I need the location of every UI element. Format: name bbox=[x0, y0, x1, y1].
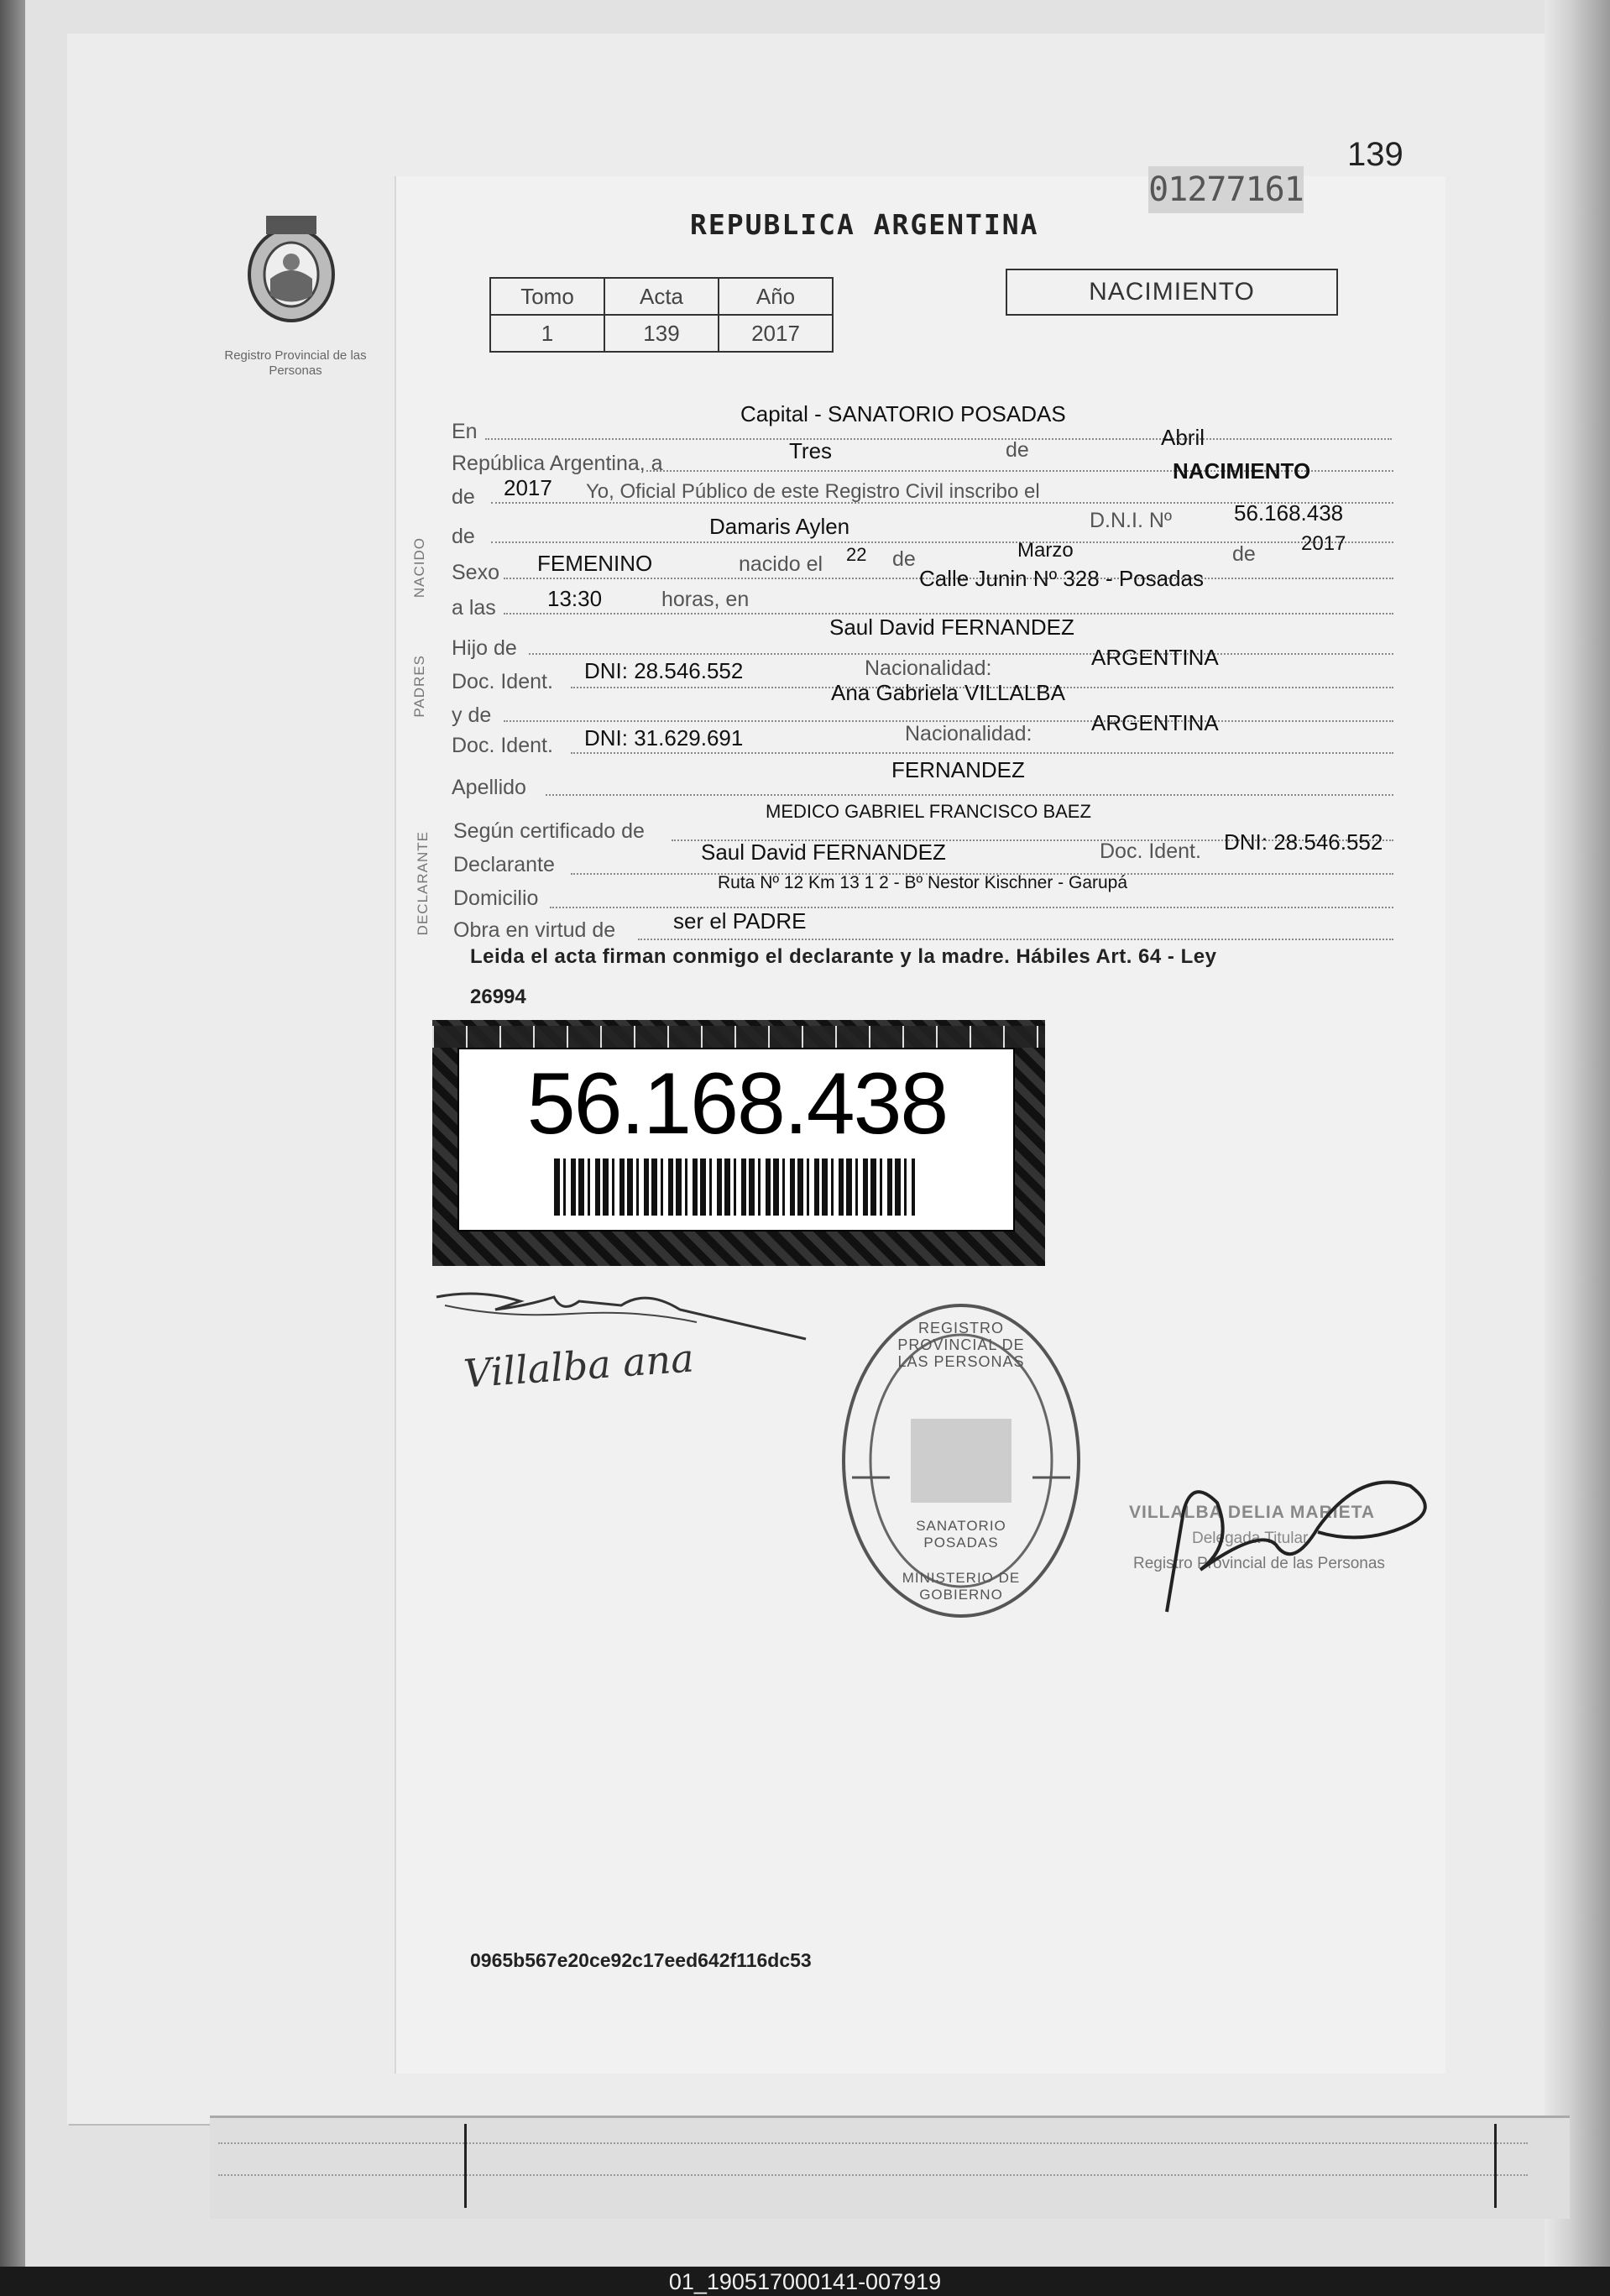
apellido-value: FERNANDEZ bbox=[891, 757, 1025, 782]
oficial-text: Yo, Oficial Público de este Registro Civil inscribo el bbox=[586, 480, 1040, 503]
act-value: NACIMIENTO bbox=[1173, 458, 1311, 484]
sexo-value: FEMENINO bbox=[537, 551, 653, 576]
domicilio-label: Domicilio bbox=[453, 886, 539, 910]
year-value: 2017 bbox=[504, 475, 552, 500]
de3-label: de bbox=[452, 525, 475, 548]
time-value: 13:30 bbox=[547, 586, 603, 611]
official-office: Registro Provincial de las Personas bbox=[1133, 1555, 1385, 1572]
sexo-label: Sexo bbox=[452, 561, 499, 584]
birth-day: 22 bbox=[846, 544, 867, 565]
birth-year: 2017 bbox=[1301, 532, 1346, 555]
republica-label: República Argentina, a bbox=[452, 452, 663, 475]
dni-label: D.N.I. Nº bbox=[1090, 509, 1173, 532]
obra-label: Obra en virtud de bbox=[453, 918, 616, 942]
nacionalidad2-label: Nacionalidad: bbox=[905, 722, 1032, 745]
docident-label: Doc. Ident. bbox=[452, 670, 553, 693]
dotted-line bbox=[485, 438, 1392, 440]
en-value: Capital - SANATORIO POSADAS bbox=[740, 401, 1066, 426]
table-value-acta: 139 bbox=[604, 315, 719, 352]
serial-number: 01277161 bbox=[1148, 166, 1304, 213]
mother-name: Ana Gabriela VILLALBA bbox=[831, 680, 1065, 705]
register-table bbox=[489, 277, 834, 353]
father-nationality: ARGENTINA bbox=[1091, 645, 1219, 670]
mother-nationality: ARGENTINA bbox=[1091, 710, 1219, 735]
table-value-ano: 2017 bbox=[719, 315, 833, 352]
dni-value: 56.168.438 bbox=[1234, 500, 1344, 526]
obra-value: ser el PADRE bbox=[673, 908, 807, 934]
stamp-ring-text: REGISTRO PROVINCIAL DE LAS PERSONAS bbox=[897, 1320, 1025, 1370]
place-value: Calle Junin Nº 328 - Posadas bbox=[919, 566, 1205, 591]
docident2-label: Doc. Ident. bbox=[452, 734, 553, 757]
declarante-doc: DNI: 28.546.552 bbox=[1224, 829, 1383, 855]
de2-label: de bbox=[452, 485, 475, 509]
stamp-bottom-text: MINISTERIO DE GOBIERNO bbox=[902, 1570, 1021, 1603]
dotted-line bbox=[218, 2174, 1528, 2176]
barcode-number: 56.168.438 bbox=[526, 1055, 948, 1153]
table-value-tomo: 1 bbox=[490, 315, 604, 352]
page-number: 139 bbox=[1347, 136, 1404, 173]
father-name: Saul David FERNANDEZ bbox=[829, 615, 1074, 640]
docident3-label: Doc. Ident. bbox=[1100, 839, 1201, 863]
side-label-padres: PADRES bbox=[411, 655, 427, 718]
side-label-declarante: DECLARANTE bbox=[415, 831, 431, 936]
de-label: de bbox=[1006, 438, 1029, 462]
binder-bottom-strip bbox=[210, 2116, 1570, 2219]
segun-value: MEDICO GABRIEL FRANCISCO BAEZ bbox=[766, 801, 1091, 822]
sticker-pattern-top bbox=[432, 1026, 1045, 1048]
name-value: Damaris Aylen bbox=[709, 514, 850, 539]
domicilio-value: Ruta Nº 12 Km 13 1 2 - Bº Nestor Kischner - Garupá bbox=[718, 873, 1128, 892]
dotted-line bbox=[491, 541, 1393, 543]
en-label: En bbox=[452, 420, 478, 443]
de4-label: de bbox=[892, 547, 916, 571]
dotted-line bbox=[529, 653, 1393, 655]
table-header-acta: Acta bbox=[604, 278, 719, 315]
official-role: Delegada Titular bbox=[1192, 1530, 1309, 1547]
dotted-line bbox=[218, 2142, 1528, 2144]
page-title: REPUBLICA ARGENTINA bbox=[690, 208, 1039, 241]
hijo-label: Hijo de bbox=[452, 636, 517, 660]
official-signature-icon bbox=[1150, 1452, 1452, 1620]
month-value: Abril bbox=[1161, 425, 1205, 450]
nacido-label: nacido el bbox=[739, 552, 823, 576]
table-header-tomo: Tomo bbox=[490, 278, 604, 315]
day-value: Tres bbox=[789, 438, 833, 463]
act-type-box: NACIMIENTO bbox=[1006, 269, 1338, 316]
declarante-value: Saul David FERNANDEZ bbox=[701, 839, 946, 865]
official-name: VILLALBA DELIA MARIETA bbox=[1129, 1503, 1376, 1522]
birth-month: Marzo bbox=[1017, 539, 1074, 562]
mother-doc: DNI: 31.629.691 bbox=[584, 725, 744, 751]
father-doc: DNI: 28.546.552 bbox=[584, 658, 744, 683]
dotted-line bbox=[546, 794, 1393, 796]
nacionalidad-label: Nacionalidad: bbox=[865, 656, 992, 680]
barcode-bars bbox=[554, 1158, 915, 1216]
dotted-line bbox=[638, 939, 1393, 940]
closing-text-line-1: Leida el acta firman conmigo el declarante y la madre. Hábiles Art. 64 - Ley bbox=[470, 945, 1217, 968]
closing-text-line-2: 26994 bbox=[470, 986, 526, 1008]
stamp-inner-text: SANATORIO POSADAS bbox=[916, 1518, 1006, 1551]
table-header-ano: Año bbox=[719, 278, 833, 315]
segun-label: Según certificado de bbox=[453, 819, 645, 843]
mother-signature: Villalba ana bbox=[462, 1335, 696, 1397]
side-label-nacido: NACIDO bbox=[411, 537, 427, 599]
alas-label: a las bbox=[452, 596, 496, 620]
coat-of-arms-icon bbox=[237, 212, 346, 329]
dotted-line bbox=[571, 752, 1393, 754]
document-hash: 0965b567e20ce92c17eed642f116dc53 bbox=[470, 1949, 812, 1971]
footer-id: 01_190517000141-007919 bbox=[668, 2269, 942, 2294]
declarante-label: Declarante bbox=[453, 853, 555, 876]
binder-divider-line bbox=[1494, 2124, 1497, 2208]
apellido-label: Apellido bbox=[452, 776, 526, 799]
seal-caption: Registro Provincial de las Personas bbox=[224, 348, 367, 378]
yde-label: y de bbox=[452, 703, 492, 727]
de5-label: de bbox=[1232, 542, 1256, 566]
binder-right-edge bbox=[1545, 0, 1610, 2267]
horas-label: horas, en bbox=[661, 588, 750, 611]
binder-divider-line bbox=[464, 2124, 467, 2208]
